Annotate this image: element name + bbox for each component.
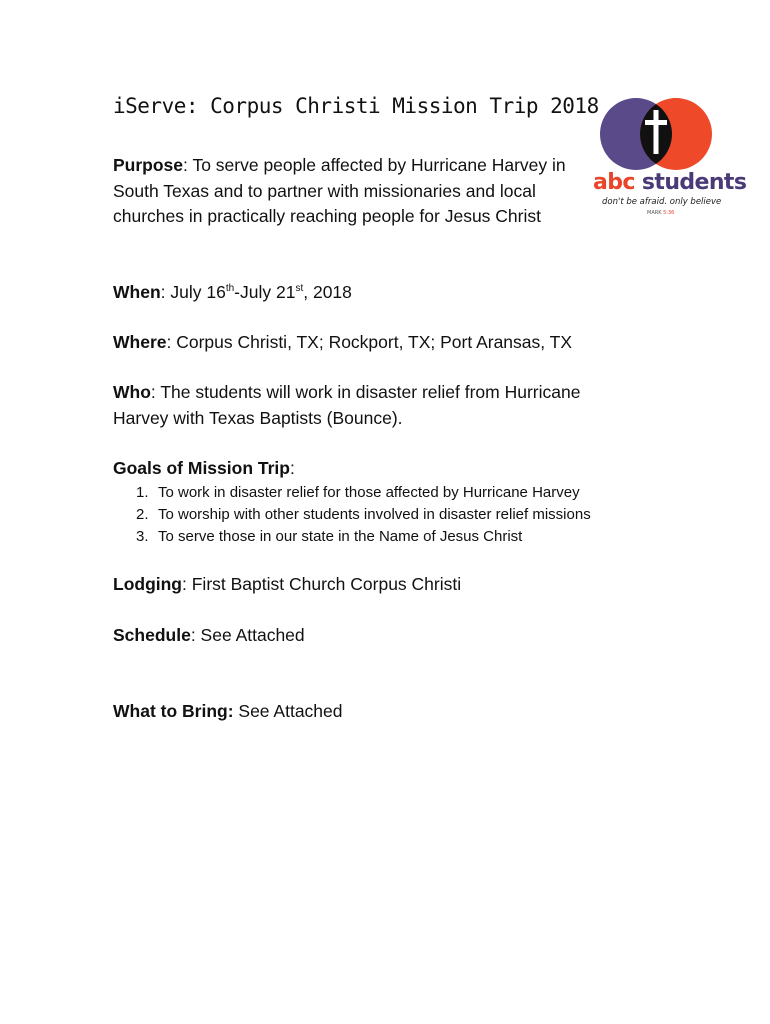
who-text: : The students will work in disaster relief from Hurricane Harvey with Texas Baptists (Bounce). (113, 382, 581, 428)
when-prefix: : July 16 (160, 282, 226, 302)
list-item-text: To worship with other students involved in disaster relief missions (158, 506, 591, 523)
where-text: : Corpus Christi, TX; Rockport, TX; Port Aransas, TX (166, 332, 573, 352)
list-item-number: 3. (136, 528, 149, 545)
where-section (113, 330, 572, 356)
goals-colon: : (289, 458, 295, 478)
schedule-text: : See Attached (190, 625, 305, 645)
when-middle: -July 21 (234, 282, 296, 302)
where-label: Where (113, 332, 167, 352)
lodging-label: Lodging (113, 574, 183, 594)
list-item-text: To work in disaster relief for those affected by Hurricane Harvey (158, 484, 580, 501)
what-to-bring-text: See Attached (233, 701, 343, 721)
logo-ref-verse: 5:36 (663, 210, 675, 216)
purpose-text: : To serve people affected by Hurricane Harvey in South Texas and to partner with missionaries and local churches in practically reaching people for Jesus Christ (113, 155, 566, 226)
who-label: Who (113, 382, 151, 402)
lodging-text: : First Baptist Church Corpus Christi (182, 574, 462, 594)
list-item (136, 482, 591, 504)
venn-circles-graphic (590, 96, 725, 172)
logo-ref-book: MARK (647, 210, 664, 216)
logo-word-abc: abc (593, 170, 635, 195)
logo-tagline: don't be afraid. only believe (602, 197, 722, 207)
when-label: When (113, 282, 161, 302)
schedule-section (113, 623, 305, 649)
when-sup-1: th (225, 283, 235, 295)
logo-scripture-ref (647, 210, 674, 216)
lodging-section (113, 572, 461, 598)
list-item-number: 1. (136, 484, 149, 501)
abc-students-logo (590, 96, 747, 226)
page-title: iServe: Corpus Christi Mission Trip 2018 (113, 94, 599, 118)
schedule-label: Schedule (113, 625, 191, 645)
list-item-number: 2. (136, 506, 149, 523)
logo-wordmark (593, 172, 746, 194)
goals-list (136, 482, 591, 548)
what-to-bring-section (113, 699, 343, 725)
purpose-label: Purpose (113, 155, 184, 175)
goals-label: Goals of Mission Trip (113, 458, 290, 478)
goals-heading (113, 456, 295, 482)
purpose-section (113, 153, 573, 230)
when-section (113, 280, 352, 306)
list-item-text: To serve those in our state in the Name of Jesus Christ (158, 528, 523, 545)
list-item (136, 504, 591, 526)
list-item (136, 526, 591, 548)
when-sup-2: st (295, 283, 304, 295)
when-suffix: , 2018 (303, 282, 352, 302)
what-to-bring-label: What to Bring: (113, 701, 234, 721)
who-section (113, 380, 633, 431)
logo-word-students: students (634, 170, 747, 195)
